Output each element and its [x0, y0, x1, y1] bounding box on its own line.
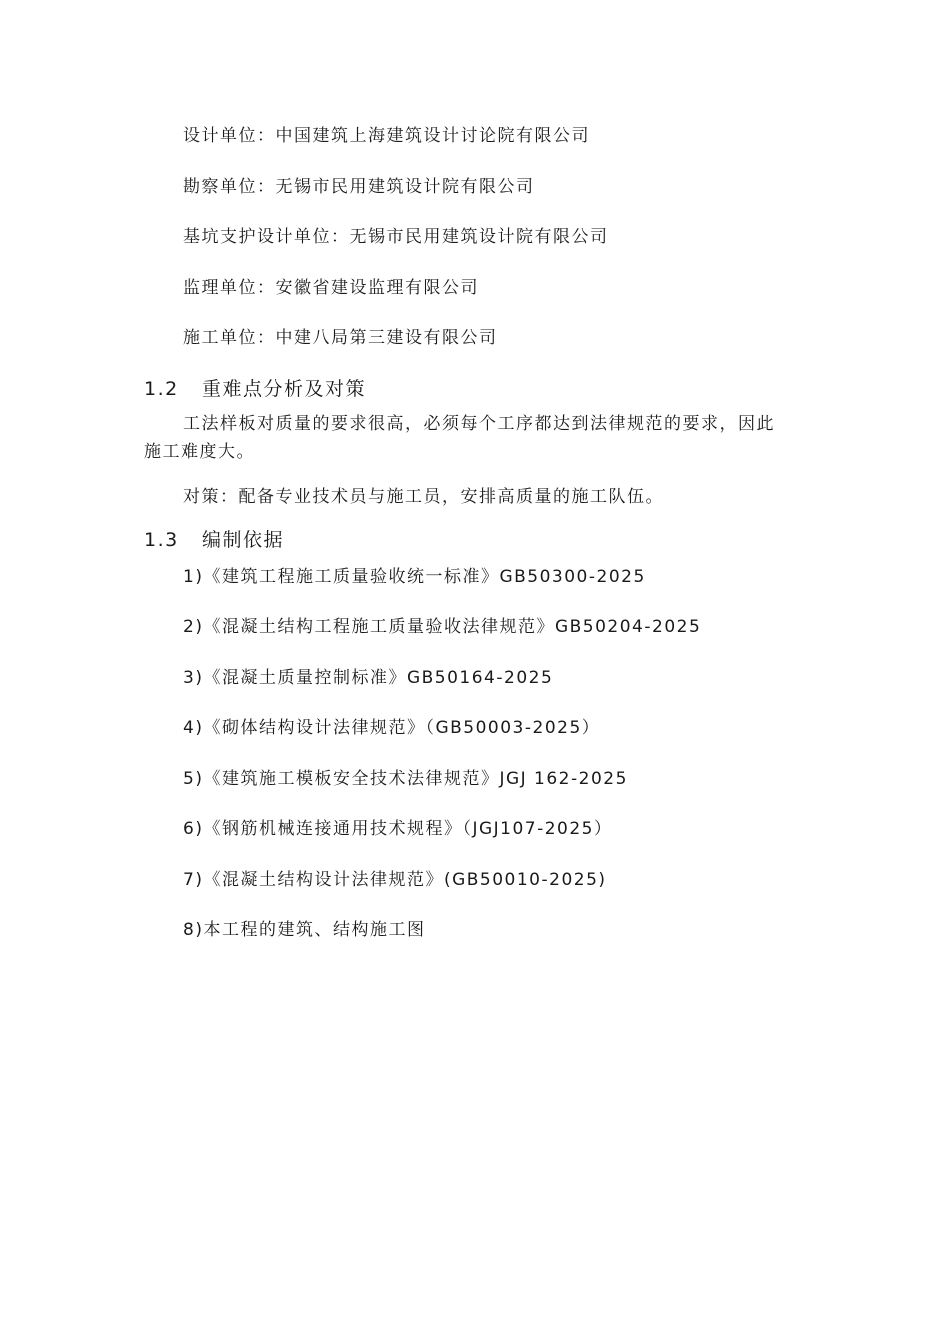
section-title: 编制依据 — [202, 529, 285, 551]
list-item: 1)《建筑工程施工质量验收统一标准》GB50300-2025 — [183, 567, 646, 587]
section-number: 1.2 — [144, 378, 179, 400]
list-item: 6)《钢筋机械连接通用技术规程》（JGJ107-2025） — [183, 819, 613, 839]
supervision-unit: 监理单位：安徽省建设监理有限公司 — [183, 278, 479, 298]
section-heading-1-2 — [144, 377, 366, 401]
list-item: 8)本工程的建筑、结构施工图 — [183, 920, 426, 940]
section-title: 重难点分析及对策 — [202, 378, 367, 400]
list-item: 4)《砌体结构设计法律规范》（GB50003-2025） — [183, 718, 601, 738]
section-heading-1-3 — [144, 528, 284, 552]
list-item: 3)《混凝土质量控制标准》GB50164-2025 — [183, 668, 554, 688]
list-item: 2)《混凝土结构工程施工质量验收法律规范》GB50204-2025 — [183, 617, 702, 637]
difficulty-paragraph-line-2: 施工难度大。 — [144, 442, 255, 462]
pit-support-design-unit: 基坑支护设计单位：无锡市民用建筑设计院有限公司 — [183, 227, 609, 247]
section-number: 1.3 — [144, 529, 179, 551]
countermeasure-paragraph: 对策：配备专业技术员与施工员，安排高质量的施工队伍。 — [183, 487, 664, 507]
construction-unit: 施工单位：中建八局第三建设有限公司 — [183, 328, 498, 348]
list-item: 5)《建筑施工模板安全技术法律规范》JGJ 162-2025 — [183, 769, 628, 789]
survey-unit: 勘察单位：无锡市民用建筑设计院有限公司 — [183, 177, 535, 197]
list-item: 7)《混凝土结构设计法律规范》(GB50010-2025) — [183, 870, 607, 890]
difficulty-paragraph-line-1: 工法样板对质量的要求很高，必须每个工序都达到法律规范的要求，因此 — [183, 414, 775, 434]
design-unit: 设计单位：中国建筑上海建筑设计讨论院有限公司 — [183, 126, 590, 146]
